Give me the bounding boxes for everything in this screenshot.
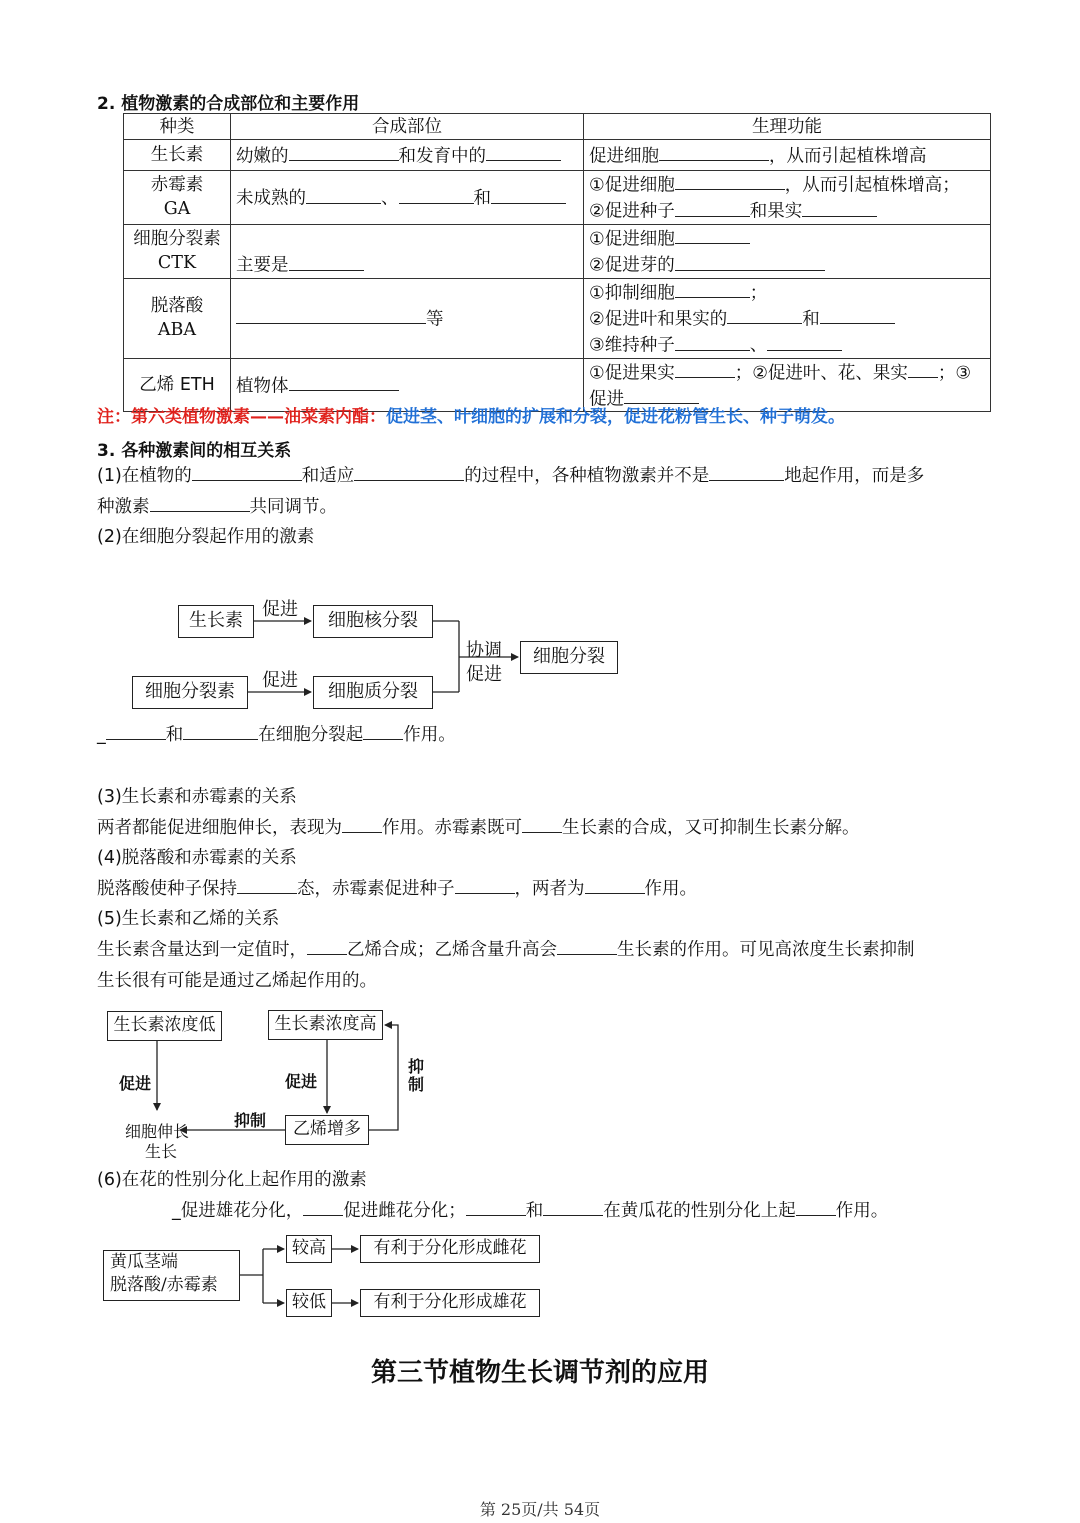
- box-male-flower: 有利于分化形成雄花: [360, 1289, 540, 1317]
- box-cytoplasm-division: 细胞质分裂: [313, 676, 433, 709]
- hormone-name: 脱落酸 ABA: [124, 278, 231, 358]
- label-inhibit: 抑制: [234, 1111, 267, 1130]
- arrow-ethylene-feedback: [369, 1025, 398, 1130]
- hormone-site: 未成熟的 、 和: [231, 171, 584, 225]
- hormone-function: ①抑制细胞 ； ②促进叶和果实的 和 ③维持种子 、: [584, 278, 991, 358]
- label-inhibit-vertical-1: 抑: [408, 1057, 425, 1076]
- paragraph-5-title: (5)生长素和乙烯的关系: [97, 909, 280, 929]
- paragraph-4a: 脱落酸使种子保持 态，赤霉素促进种子 ，两者为 作用。: [97, 874, 697, 905]
- label-inhibit-vertical-2: 制: [408, 1075, 425, 1094]
- label-promote-2: 促进: [262, 670, 298, 691]
- hormone-site: 幼嫩的 和发育中的: [231, 140, 584, 171]
- paragraph-3a: 两者都能促进细胞伸长，表现为 作用。赤霉素既可 生长素的合成，又可抑制生长素分解。: [97, 813, 860, 844]
- section-title: 第三节植物生长调节剂的应用: [370, 1358, 709, 1388]
- label-coordinate: 协调: [466, 640, 502, 661]
- paragraph-1b: 种激素 共同调节。: [97, 492, 337, 523]
- hormone-name: 赤霉素 GA: [124, 171, 231, 225]
- paragraph-5a: 生长素含量达到一定值时， 乙烯合成；乙烯含量升高会 生长素的作用。可见高浓度生长素抑制: [97, 935, 915, 966]
- hormone-site: 主要是: [231, 224, 584, 278]
- hormone-function: ①促进细胞 ②促进芽的: [584, 224, 991, 278]
- hormone-name: 乙烯 ETH: [124, 358, 231, 412]
- paragraph-1: (1)在植物的 和适应 的过程中，各种植物激素并不是 地起作用，而是多: [97, 461, 924, 492]
- box-auxin: 生长素: [178, 605, 254, 638]
- label-promote-1: 促进: [262, 599, 298, 620]
- hormone-site: 等: [231, 278, 584, 358]
- hormone-name: 生长素: [124, 140, 231, 171]
- label-coordinate-promote: 促进: [466, 664, 502, 685]
- label-promote-high: 促进: [285, 1072, 318, 1091]
- hormone-function: ①促进细胞 ，从而引起植株增高； ②促进种子 和果实: [584, 171, 991, 225]
- paragraph-2-title: (2)在细胞分裂起作用的激素: [97, 527, 315, 547]
- paragraph-4-title: (4)脱落酸和赤霉素的关系: [97, 848, 297, 868]
- hormone-function: 促进细胞 ，从而引起植株增高: [584, 140, 991, 171]
- hormone-function: ①促进果实 ；②促进叶、花、果实 ；③ 促进: [584, 358, 991, 412]
- box-cucumber-ratio: 黄瓜茎端 脱落酸/赤霉素: [103, 1250, 240, 1301]
- header-kind: 种类: [124, 114, 231, 140]
- box-high: 较高: [286, 1235, 332, 1263]
- box-auxin-low: 生长素浓度低: [107, 1011, 222, 1041]
- box-cell-division: 细胞分裂: [520, 641, 618, 674]
- box-ethylene-increase: 乙烯增多: [285, 1115, 369, 1145]
- header-function: 生理功能: [584, 114, 991, 140]
- paragraph-2a: _ 和 在细胞分裂起 作用。: [97, 720, 456, 751]
- paragraph-5b: 生长很有可能是通过乙烯起作用的。: [97, 971, 377, 991]
- page-footer: 第 25页/共 54页: [479, 1500, 601, 1519]
- label-growth: 生长: [145, 1142, 178, 1161]
- note-brassinosteroid: 注：第六类植物激素——油菜素内酯：促进茎、叶细胞的扩展和分裂，促进花粉管生长、种子萌发。: [97, 407, 845, 427]
- box-nuclear-division: 细胞核分裂: [313, 605, 433, 638]
- box-low: 较低: [286, 1289, 332, 1317]
- paragraph-3-title: (3)生长素和赤霉素的关系: [97, 787, 297, 807]
- hormone-name: 细胞分裂素 CTK: [124, 224, 231, 278]
- label-promote-low: 促进: [119, 1074, 152, 1093]
- section3-heading: 3. 各种激素间的相互关系: [97, 441, 292, 461]
- box-female-flower: 有利于分化形成雌花: [360, 1235, 540, 1263]
- box-auxin-high: 生长素浓度高: [268, 1010, 383, 1040]
- paragraph-6a: _促进雄花分化， 促进雌花分化； 和 在黄瓜花的性别分化上起 作用。: [172, 1196, 888, 1227]
- box-cytokinin: 细胞分裂素: [132, 676, 248, 709]
- section2-heading: 2. 植物激素的合成部位和主要作用: [97, 94, 360, 114]
- header-site: 合成部位: [231, 114, 584, 140]
- hormone-site: 植物体: [231, 358, 584, 412]
- label-cell-elongation: 细胞伸长: [125, 1122, 190, 1141]
- paragraph-6-title: (6)在花的性别分化上起作用的激素: [97, 1170, 367, 1190]
